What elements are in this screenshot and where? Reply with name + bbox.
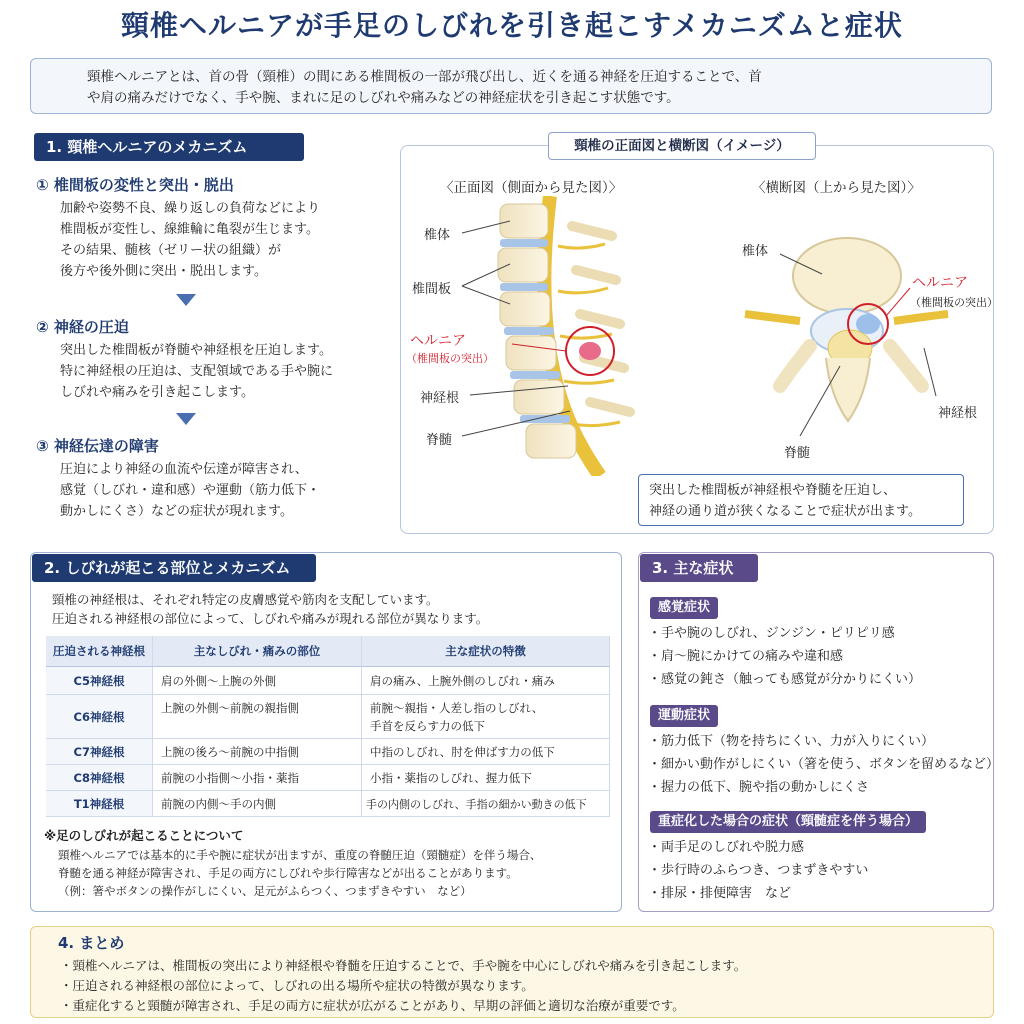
intro-line-1: 頸椎ヘルニアとは、首の骨（頸椎）の間にある椎間板の一部が飛び出し、近くを通る神経を圧迫することで、首: [87, 69, 762, 85]
front-label-hernia: ヘルニア: [410, 333, 466, 349]
foot-note-title: ※足のしびれが起こることについて: [44, 828, 244, 843]
section-2-intro: 頸椎の神経根は、それぞれ特定の皮膚感覚や筋肉を支配しています。 圧迫される神経根の部位によって、しびれや痛みが現れる部位が異なります。: [52, 592, 489, 626]
cross-label-nerve-root: 神経根: [938, 406, 978, 421]
section-3-heading: 3. 主な症状: [640, 554, 758, 582]
step-2-text: 突出した椎間板が脊髄や神経根を圧迫します。 特に神経根の圧迫は、支配領域である手や腕に しびれや痛みを引き起こします。: [60, 343, 334, 400]
foot-note-text: 頸椎ヘルニアでは基本的に手や腕に症状が出ますが、重度の脊髄圧迫（頸髄症）を伴う場合、 脊髄を通る神経が障害され、手足の両方にしびれや歩行障害などが出ることがあります。 （例：箸やボタンの操作がしにくい、足元がふらつく、つまずきやすい など）: [58, 848, 542, 898]
cross-label-hernia: ヘルニア: [912, 275, 968, 291]
cross-section-title: 〈横断図（上から見た図）〉: [752, 180, 921, 196]
section-1-heading: 1. 頸椎ヘルニアのメカニズム: [34, 133, 304, 161]
front-label-nerve-root: 神経根: [420, 391, 460, 406]
cross-label-spinal-cord: 脊髄: [784, 446, 811, 461]
table-header: 圧迫される神経根: [46, 636, 153, 667]
diagram-note: 突出した椎間板が神経根や脊髄を圧迫し、 神経の通り道が狭くなることで症状が出ます。: [638, 474, 964, 526]
step-3-title: ③ 神経伝達の障害: [36, 437, 159, 455]
front-label-spinal-cord: 脊髄: [426, 433, 453, 448]
diagram-title: 頸椎の正面図と横断図（イメージ）: [548, 132, 816, 160]
front-label-disc: 椎間板: [412, 282, 452, 297]
table-header: 主なしびれ・痛みの部位: [153, 636, 362, 667]
section-4-heading: 4. まとめ: [58, 934, 125, 952]
step-3-text: 圧迫により神経の血流や伝達が障害され、 感覚（しびれ・違和感）や運動（筋力低下・ 動かしにくさ）などの症状が現れます。: [60, 462, 321, 519]
front-view-title: 〈正面図（側面から見た図）〉: [440, 180, 623, 196]
front-label-vertebra: 椎体: [424, 228, 451, 243]
symptom-tag-sensory: 感覚症状: [650, 597, 718, 619]
step-1-title: ① 椎間板の変性と突出・脱出: [36, 176, 234, 194]
table-header: 主な症状の特徴: [362, 636, 610, 667]
table-row: C7神経根 上腕の後ろ〜前腕の中指側 中指のしびれ、肘を伸ばす力の低下: [46, 739, 610, 765]
summary-list: ・頸椎ヘルニアは、椎間板の突出により神経根や脊髄を圧迫することで、手や腕を中心にしびれや痛みを引き起こします。 ・圧迫される神経根の部位によって、しびれの出る場所や症状の特徴が異なります。 ・重症化すると頸髄が障害され、手足の両方に症状が広がることがあり、早期の評価と適切な治療が重要です。: [60, 958, 747, 1013]
table-row: T1神経根 前腕の内側〜手の内側 手の内側のしびれ、手指の細かい動きの低下: [46, 791, 610, 817]
nerve-root-table: [46, 636, 610, 817]
table-row: C5神経根 肩の外側〜上腕の外側 肩の痛み、上腕外側のしびれ・痛み: [46, 667, 610, 695]
down-arrow-icon: [176, 294, 196, 306]
cross-label-vertebra: 椎体: [742, 244, 769, 259]
symptom-tag-motor: 運動症状: [650, 705, 718, 727]
intro-box: [30, 58, 992, 114]
front-label-hernia-sub: （椎間板の突出）: [406, 352, 494, 365]
intro-line-2: や肩の痛みだけでなく、手や腕、まれに足のしびれや痛みなどの神経症状を引き起こす状態です。: [87, 90, 680, 106]
step-1-text: 加齢や姿勢不良、繰り返しの負荷などにより 椎間板が変性し、線維輪に亀裂が生じます。 その結果、髄核（ゼリー状の組織）が 後方や後外側に突出・脱出します。: [60, 201, 321, 279]
table-row: C6神経根 上腕の外側〜前腕の親指側 前腕〜親指・人差し指のしびれ、 手首を反らす力の低下: [46, 695, 610, 739]
vertebra-cross-section-illustration: [740, 236, 950, 446]
symptom-tag-severe: 重症化した場合の症状（頸髄症を伴う場合）: [650, 811, 926, 833]
symptom-list-sensory: ・手や腕のしびれ、ジンジン・ピリピリ感 ・肩〜腕にかけての痛みや違和感 ・感覚の鈍さ（触っても感覚が分かりにくい）: [648, 626, 922, 687]
page-title: 頸椎ヘルニアが手足のしびれを引き起こすメカニズムと症状: [121, 9, 903, 42]
table-row: C8神経根 前腕の小指側〜小指・薬指 小指・薬指のしびれ、握力低下: [46, 765, 610, 791]
down-arrow-icon: [176, 413, 196, 425]
symptom-list-motor: ・筋力低下（物を持ちにくい、力が入りにくい） ・細かい動作がしにくい（箸を使う、ボタンを留めるなど） ・握力の低下、腕や指の動かしにくさ: [648, 734, 1000, 795]
symptom-list-severe: ・両手足のしびれや脱力感 ・歩行時のふらつき、つまずきやすい ・排尿・排便障害 など: [648, 840, 869, 901]
section-2-heading: 2. しびれが起こる部位とメカニズム: [32, 554, 316, 582]
step-2-title: ② 神経の圧迫: [36, 318, 129, 336]
cross-label-hernia-sub: （椎間板の突出）: [910, 296, 998, 309]
